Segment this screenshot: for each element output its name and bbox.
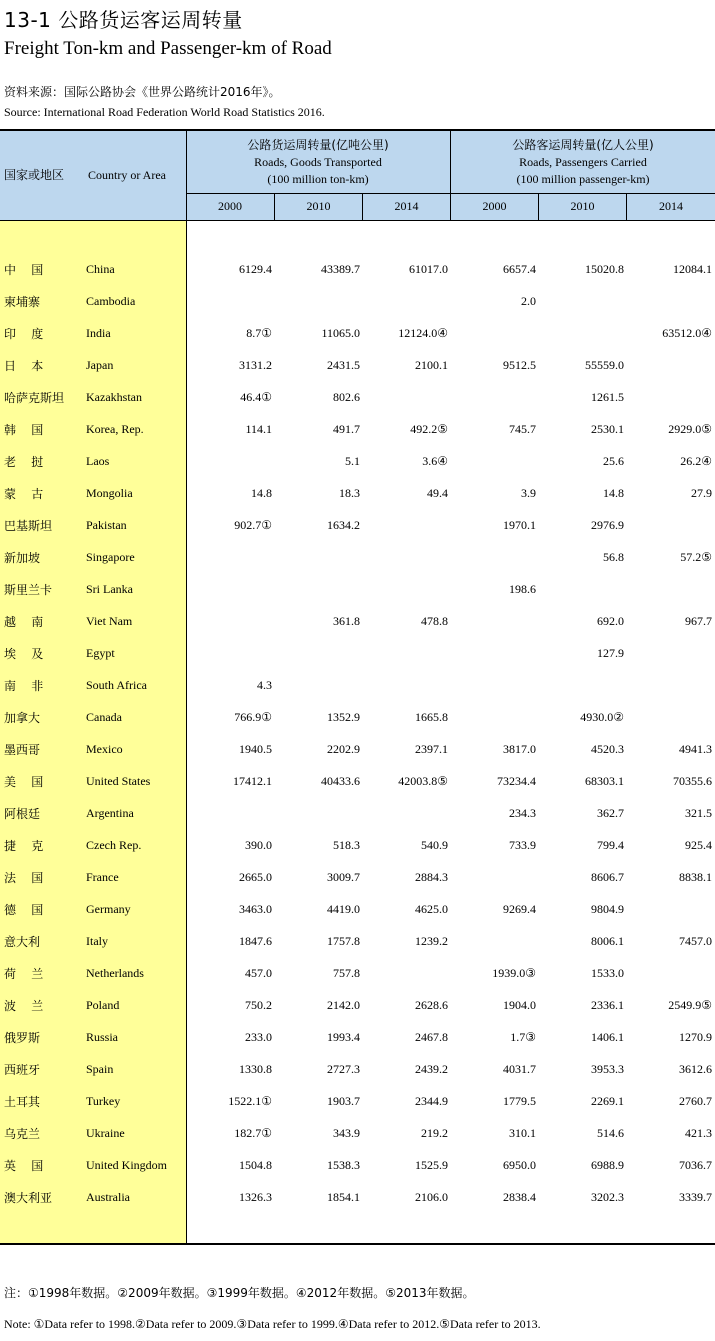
value-cell: 8006.1 [591, 934, 624, 948]
table-row [0, 861, 715, 893]
value-cell: 25.6 [603, 454, 624, 468]
value-cell: 362.7 [597, 806, 624, 820]
table-row [0, 925, 715, 957]
value-cell: 1904.0 [503, 998, 536, 1012]
value-cell: 70355.6 [673, 774, 712, 788]
value-cell: 491.7 [333, 422, 360, 436]
value-cell: 1634.2 [327, 518, 360, 532]
country-name-en: Viet Nam [86, 614, 133, 628]
value-cell: 478.8 [421, 614, 448, 628]
footnote-en: Note: ①Data refer to 1998.②Data refer to 2009.③Data refer to 1999.④Data refer to 2012.⑤Data refer to 2013. [4, 1317, 541, 1331]
value-cell: 219.2 [421, 1126, 448, 1140]
value-cell: 421.3 [685, 1126, 712, 1140]
table-row [0, 829, 715, 861]
header-mid-rule [186, 193, 715, 194]
value-cell: 49.4 [427, 486, 448, 500]
value-cell: 40433.6 [321, 774, 360, 788]
value-cell: 692.0 [597, 614, 624, 628]
country-name-en: Pakistan [86, 518, 127, 532]
country-name-en: Sri Lanka [86, 582, 133, 596]
value-cell: 2439.2 [415, 1062, 448, 1076]
value-cell: 57.2⑤ [680, 550, 712, 564]
value-cell: 42003.8⑤ [398, 774, 448, 788]
value-cell: 43389.7 [321, 262, 360, 276]
value-cell: 233.0 [245, 1030, 272, 1044]
value-cell: 799.4 [597, 838, 624, 852]
value-cell: 3131.2 [239, 358, 272, 372]
value-cell: 2838.4 [503, 1190, 536, 1204]
value-cell: 5.1 [345, 454, 360, 468]
table-row [0, 253, 715, 285]
value-cell: 3953.3 [591, 1062, 624, 1076]
value-cell: 26.2④ [680, 454, 712, 468]
country-name-cn: 斯里兰卡 [4, 583, 53, 597]
table-row [0, 285, 715, 317]
country-name-cn: 土耳其 [4, 1095, 41, 1109]
value-cell: 12084.1 [673, 262, 712, 276]
value-cell: 11065.0 [321, 326, 360, 340]
value-cell: 1903.7 [327, 1094, 360, 1108]
value-cell: 766.9① [234, 710, 272, 724]
value-cell: 18.3 [339, 486, 360, 500]
value-cell: 745.7 [509, 422, 536, 436]
value-cell: 343.9 [333, 1126, 360, 1140]
value-cell: 3817.0 [503, 742, 536, 756]
value-cell: 15020.8 [585, 262, 624, 276]
value-cell: 4941.3 [679, 742, 712, 756]
country-name-cn: 西班牙 [4, 1063, 41, 1077]
header-pass-en: Roads, Passengers Carried [519, 155, 647, 169]
value-cell: 457.0 [245, 966, 272, 980]
country-name-cn: 埃 及 [4, 647, 44, 661]
header-year: 2014 [394, 199, 419, 213]
value-cell: 361.8 [333, 614, 360, 628]
country-name-en: Canada [86, 710, 122, 724]
value-cell: 1665.8 [415, 710, 448, 724]
value-cell: 540.9 [421, 838, 448, 852]
table-row [0, 733, 715, 765]
value-cell: 2.0 [521, 294, 536, 308]
value-cell: 3.6④ [422, 454, 448, 468]
page-title-cn: 13-1 公路货运客运周转量 [4, 8, 243, 32]
value-cell: 27.9 [691, 486, 712, 500]
value-cell: 6657.4 [503, 262, 536, 276]
value-cell: 1.7③ [510, 1030, 536, 1044]
country-name-cn: 澳大利亚 [4, 1191, 53, 1205]
value-cell: 8838.1 [679, 870, 712, 884]
table-row [0, 637, 715, 669]
value-cell: 2344.9 [415, 1094, 448, 1108]
country-name-en: Turkey [86, 1094, 121, 1108]
country-name-en: Argentina [86, 806, 134, 820]
country-name-en: Mexico [86, 742, 123, 756]
table-row [0, 989, 715, 1021]
value-cell: 514.6 [597, 1126, 624, 1140]
table-row [0, 349, 715, 381]
value-cell: 2530.1 [591, 422, 624, 436]
country-name-cn: 捷 克 [4, 839, 44, 853]
header-pass-cn: 公路客运周转量(亿人公里) [512, 138, 654, 152]
value-cell: 1239.2 [415, 934, 448, 948]
value-cell: 1525.9 [415, 1158, 448, 1172]
value-cell: 127.9 [597, 646, 624, 660]
table-row [0, 893, 715, 925]
table-row [0, 317, 715, 349]
country-name-cn: 印 度 [4, 327, 44, 341]
value-cell: 1993.4 [327, 1030, 360, 1044]
value-cell: 4031.7 [503, 1062, 536, 1076]
table-row [0, 541, 715, 573]
value-cell: 3612.6 [679, 1062, 712, 1076]
country-name-en: Germany [86, 902, 131, 916]
country-name-cn: 美 国 [4, 775, 44, 789]
header-goods-en: Roads, Goods Transported [254, 155, 382, 169]
header-year: 2010 [306, 199, 331, 213]
value-cell: 2202.9 [327, 742, 360, 756]
value-cell: 967.7 [685, 614, 712, 628]
value-cell: 2269.1 [591, 1094, 624, 1108]
value-cell: 9804.9 [591, 902, 624, 916]
value-cell: 390.0 [245, 838, 272, 852]
header-year: 2000 [482, 199, 507, 213]
header-goods-unit: (100 million ton-km) [267, 172, 369, 186]
country-name-cn: 老 挝 [4, 455, 44, 469]
table-row [0, 605, 715, 637]
value-cell: 1352.9 [327, 710, 360, 724]
country-name-cn: 意大利 [4, 935, 41, 949]
value-cell: 4.3 [257, 678, 272, 692]
country-name-en: South Africa [86, 678, 147, 692]
value-cell: 7457.0 [679, 934, 712, 948]
value-cell: 4625.0 [415, 902, 448, 916]
value-cell: 3.9 [521, 486, 536, 500]
value-cell: 9269.4 [503, 902, 536, 916]
value-cell: 1326.3 [239, 1190, 272, 1204]
country-name-en: Mongolia [86, 486, 133, 500]
value-cell: 2106.0 [415, 1190, 448, 1204]
value-cell: 4930.0② [580, 710, 624, 724]
value-cell: 757.8 [333, 966, 360, 980]
value-cell: 2431.5 [327, 358, 360, 372]
value-cell: 56.8 [603, 550, 624, 564]
table-row [0, 413, 715, 445]
country-name-cn: 荷 兰 [4, 967, 44, 981]
value-cell: 55559.0 [585, 358, 624, 372]
country-name-cn: 中 国 [4, 263, 44, 277]
value-cell: 492.2⑤ [410, 422, 448, 436]
value-cell: 925.4 [685, 838, 712, 852]
value-cell: 1970.1 [503, 518, 536, 532]
source-cn: 资料来源：国际公路协会《世界公路统计2016年》。 [4, 85, 281, 99]
value-cell: 2100.1 [415, 358, 448, 372]
value-cell: 2467.8 [415, 1030, 448, 1044]
value-cell: 2976.9 [591, 518, 624, 532]
country-name-en: China [86, 262, 115, 276]
value-cell: 4520.3 [591, 742, 624, 756]
header-country-cn: 国家或地区 [4, 168, 65, 182]
page-title-en: Freight Ton-km and Passenger-km of Road [4, 38, 332, 59]
table-row [0, 765, 715, 797]
country-name-cn: 韩 国 [4, 423, 44, 437]
country-name-cn: 日 本 [4, 359, 44, 373]
country-name-en: United States [86, 774, 151, 788]
value-cell: 1939.0③ [492, 966, 536, 980]
value-cell: 2336.1 [591, 998, 624, 1012]
country-name-en: Kazakhstan [86, 390, 142, 404]
value-cell: 61017.0 [409, 262, 448, 276]
value-cell: 198.6 [509, 582, 536, 596]
table-top-rule [0, 129, 715, 131]
country-name-en: Korea, Rep. [86, 422, 144, 436]
header-year: 2000 [218, 199, 242, 213]
country-name-en: Cambodia [86, 294, 136, 308]
value-cell: 7036.7 [679, 1158, 712, 1172]
table-row [0, 669, 715, 701]
country-name-cn: 新加坡 [4, 551, 41, 565]
country-name-en: Spain [86, 1062, 114, 1076]
country-name-en: France [86, 870, 119, 884]
value-cell: 1504.8 [239, 1158, 272, 1172]
table-row [0, 1085, 715, 1117]
country-name-cn: 阿根廷 [4, 807, 41, 821]
value-cell: 73234.4 [497, 774, 536, 788]
country-name-cn: 柬埔寨 [4, 295, 41, 309]
country-name-en: Australia [86, 1190, 130, 1204]
value-cell: 114.1 [245, 422, 272, 436]
value-cell: 46.4① [240, 390, 272, 404]
value-cell: 6129.4 [239, 262, 272, 276]
value-cell: 1538.3 [327, 1158, 360, 1172]
value-cell: 3009.7 [327, 870, 360, 884]
value-cell: 1330.8 [239, 1062, 272, 1076]
country-name-en: United Kingdom [86, 1158, 167, 1172]
table-row [0, 381, 715, 413]
value-cell: 802.6 [333, 390, 360, 404]
table-row [0, 477, 715, 509]
value-cell: 518.3 [333, 838, 360, 852]
country-name-en: Czech Rep. [86, 838, 142, 852]
value-cell: 3339.7 [679, 1190, 712, 1204]
value-cell: 1779.5 [503, 1094, 536, 1108]
value-cell: 1940.5 [239, 742, 272, 756]
value-cell: 2549.9⑤ [668, 998, 712, 1012]
value-cell: 321.5 [685, 806, 712, 820]
country-name-cn: 蒙 古 [4, 487, 44, 501]
table-row [0, 1149, 715, 1181]
value-cell: 182.7① [234, 1126, 272, 1140]
country-name-en: India [86, 326, 111, 340]
value-cell: 3463.0 [239, 902, 272, 916]
country-name-cn: 英 国 [4, 1159, 44, 1173]
header-year: 2014 [659, 199, 683, 213]
value-cell: 6988.9 [591, 1158, 624, 1172]
value-cell: 2665.0 [239, 870, 272, 884]
header-country-en: Country or Area [88, 168, 166, 182]
header-goods-cn: 公路货运周转量(亿吨公里) [247, 138, 389, 152]
country-name-cn: 加拿大 [4, 711, 41, 725]
table-row [0, 1021, 715, 1053]
value-cell: 2142.0 [327, 998, 360, 1012]
country-name-en: Russia [86, 1030, 119, 1044]
table-row [0, 445, 715, 477]
country-name-en: Poland [86, 998, 120, 1012]
value-cell: 2929.0⑤ [668, 422, 712, 436]
value-cell: 750.2 [245, 998, 272, 1012]
table-row [0, 1181, 715, 1213]
value-cell: 2760.7 [679, 1094, 712, 1108]
header-pass-unit: (100 million passenger-km) [516, 172, 650, 186]
header-year: 2010 [570, 199, 595, 213]
country-name-en: Laos [86, 454, 110, 468]
country-name-en: Japan [86, 358, 114, 372]
value-cell: 1522.1① [228, 1094, 272, 1108]
country-name-cn: 哈萨克斯坦 [4, 391, 65, 405]
table-row [0, 957, 715, 989]
country-name-cn: 乌克兰 [4, 1127, 41, 1141]
country-name-cn: 俄罗斯 [4, 1031, 41, 1045]
value-cell: 1406.1 [591, 1030, 624, 1044]
value-cell: 68303.1 [585, 774, 624, 788]
table-row [0, 1117, 715, 1149]
table-row [0, 701, 715, 733]
value-cell: 17412.1 [233, 774, 272, 788]
value-cell: 310.1 [509, 1126, 536, 1140]
value-cell: 2727.3 [327, 1062, 360, 1076]
value-cell: 2884.3 [415, 870, 448, 884]
country-name-cn: 法 国 [4, 871, 44, 885]
country-name-cn: 巴基斯坦 [4, 519, 53, 533]
value-cell: 1757.8 [327, 934, 360, 948]
table-row [0, 1053, 715, 1085]
value-cell: 12124.0④ [398, 326, 448, 340]
country-name-en: Netherlands [86, 966, 144, 980]
country-name-cn: 越 南 [4, 615, 44, 629]
value-cell: 2397.1 [415, 742, 448, 756]
value-cell: 8606.7 [591, 870, 624, 884]
value-cell: 14.8 [603, 486, 624, 500]
value-cell: 3202.3 [591, 1190, 624, 1204]
footnote-cn: 注：①1998年数据。②2009年数据。③1999年数据。④2012年数据。⑤2013年数据。 [4, 1286, 475, 1300]
value-cell: 4419.0 [327, 902, 360, 916]
value-cell: 8.7① [246, 326, 272, 340]
table-row [0, 509, 715, 541]
value-cell: 1261.5 [591, 390, 624, 404]
value-cell: 902.7① [234, 518, 272, 532]
value-cell: 6950.0 [503, 1158, 536, 1172]
value-cell: 9512.5 [503, 358, 536, 372]
country-name-cn: 南 非 [4, 679, 44, 693]
country-name-en: Ukraine [86, 1126, 125, 1140]
country-name-en: Italy [86, 934, 108, 948]
table-bottom-rule [0, 1243, 715, 1245]
source-en: Source: International Road Federation World Road Statistics 2016. [4, 105, 325, 119]
value-cell: 14.8 [251, 486, 272, 500]
country-name-cn: 波 兰 [4, 999, 44, 1013]
value-cell: 1270.9 [679, 1030, 712, 1044]
value-cell: 2628.6 [415, 998, 448, 1012]
country-name-cn: 墨西哥 [4, 743, 41, 757]
value-cell: 1847.6 [239, 934, 272, 948]
country-name-cn: 德 国 [4, 903, 44, 917]
table-row [0, 573, 715, 605]
value-cell: 1854.1 [327, 1190, 360, 1204]
country-name-en: Egypt [86, 646, 115, 660]
table-row [0, 797, 715, 829]
value-cell: 234.3 [509, 806, 536, 820]
value-cell: 1533.0 [591, 966, 624, 980]
value-cell: 733.9 [509, 838, 536, 852]
country-name-en: Singapore [86, 550, 135, 564]
value-cell: 63512.0④ [662, 326, 712, 340]
